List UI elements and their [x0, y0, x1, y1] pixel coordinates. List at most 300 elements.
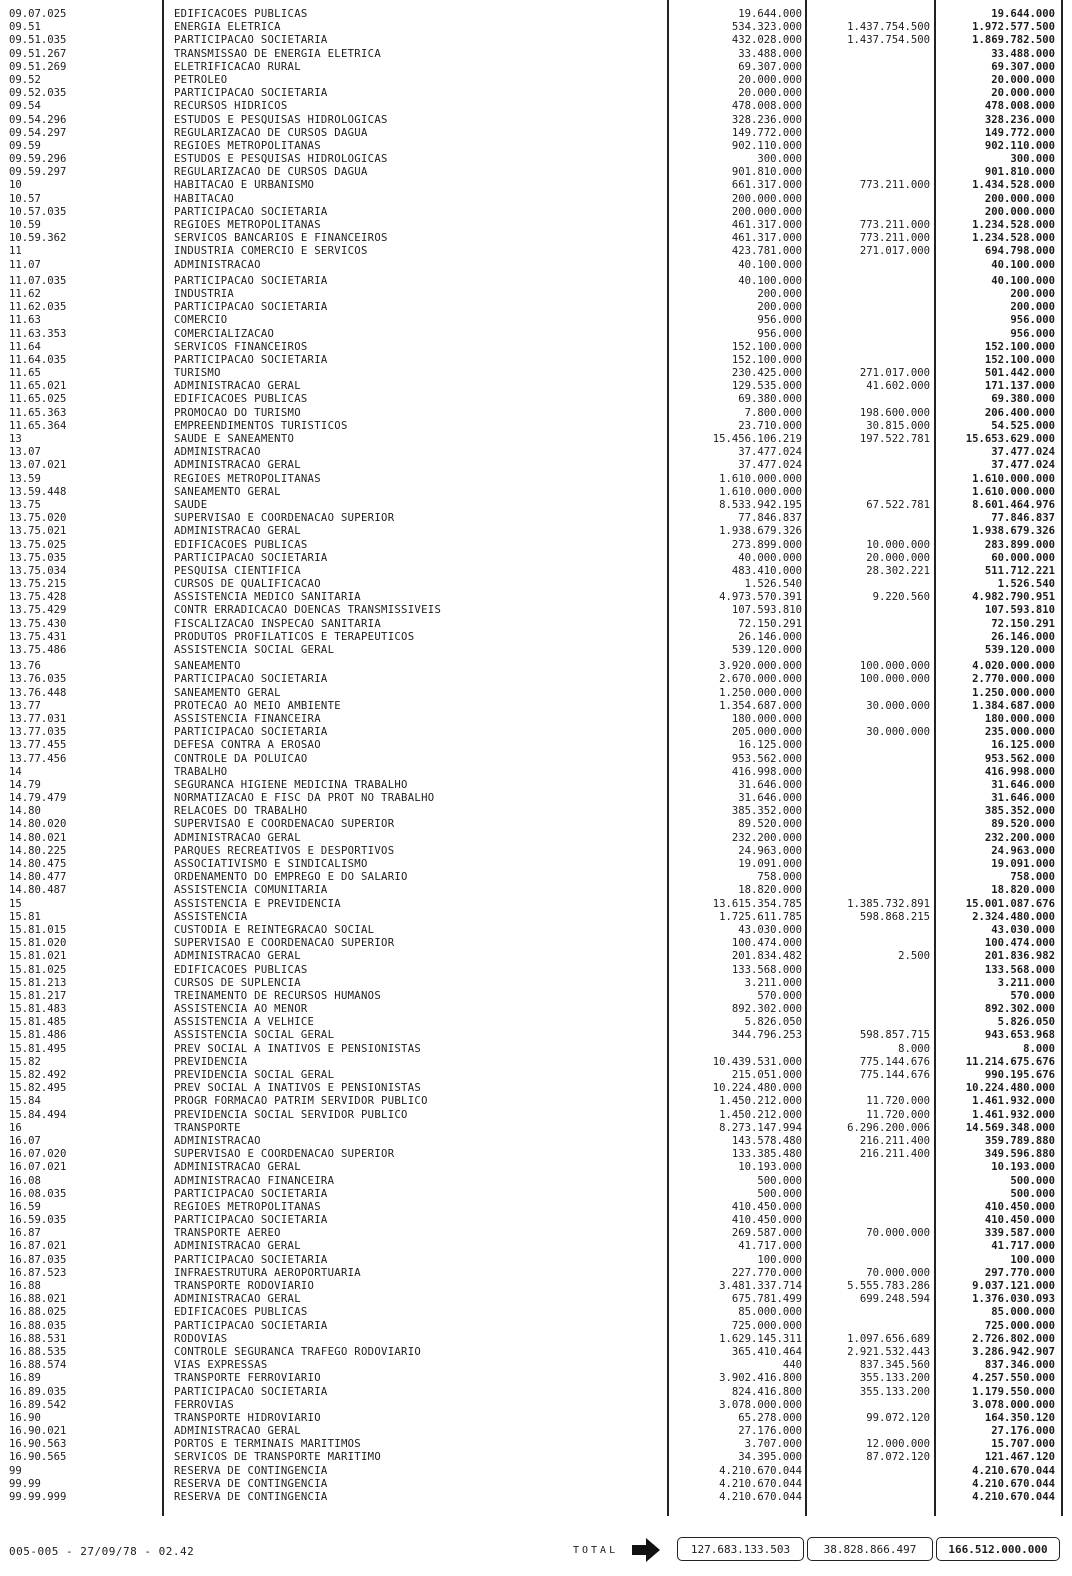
row-value-total: 85.000.000 — [991, 1306, 1055, 1319]
row-code: 99.99.999 — [9, 1491, 67, 1503]
row-code: 15.82.495 — [9, 1082, 67, 1095]
row-value-1: 143.578.480 — [731, 1134, 802, 1147]
row-description: RESERVA DE CONTINGENCIA — [174, 1477, 328, 1490]
row-code: 13.59.448 — [9, 485, 67, 498]
table-row — [0, 1386, 1072, 1399]
row-code: 11.65.364 — [9, 419, 67, 432]
row-value-total: 15.653.629.000 — [965, 433, 1055, 445]
row-value-1: 89.520.000 — [738, 818, 802, 831]
row-value-total: 416.998.000 — [984, 765, 1055, 778]
row-code: 16.88.574 — [9, 1359, 67, 1372]
row-value-total: 283.899.000 — [984, 538, 1055, 551]
row-value-total: 410.450.000 — [984, 1214, 1055, 1227]
row-value-1: 2.670.000.000 — [719, 673, 802, 686]
row-description: TRANSPORTE HIDROVIARIO — [174, 1411, 321, 1424]
row-code: 16.90.563 — [9, 1438, 67, 1451]
row-value-total: 14.569.348.000 — [965, 1121, 1055, 1134]
row-value-1: 1.354.687.000 — [719, 699, 802, 712]
row-value-total: 297.770.000 — [984, 1266, 1055, 1279]
row-description: ESTUDOS E PESQUISAS HIDROLOGICAS — [174, 153, 388, 166]
table-row — [0, 1359, 1072, 1372]
row-value-total: 1.461.932.000 — [972, 1108, 1055, 1121]
table-row — [0, 924, 1072, 937]
table-row — [0, 1214, 1072, 1227]
row-code: 13.07.021 — [9, 459, 67, 472]
row-description: ADMINISTRACAO — [174, 446, 261, 459]
row-value-total: 956.000 — [1010, 314, 1055, 327]
row-code: 16.88.535 — [9, 1345, 67, 1358]
table-row — [0, 8, 1072, 21]
row-value-2: 30.000.000 — [866, 699, 930, 712]
row-value-1: 344.796.253 — [731, 1029, 802, 1042]
row-description: PARTICIPACAO SOCIETARIA — [174, 673, 328, 686]
row-value-1: 410.450.000 — [731, 1200, 802, 1213]
row-value-total: 121.467.120 — [984, 1451, 1055, 1464]
row-code: 10.57.035 — [9, 205, 67, 218]
row-value-total: 892.302.000 — [984, 1003, 1055, 1016]
table-row — [0, 393, 1072, 406]
row-value-1: 534.323.000 — [731, 21, 802, 34]
total-value-2: 38.828.866.497 — [807, 1537, 933, 1561]
row-code: 15.81.485 — [9, 1016, 67, 1029]
table-row — [0, 618, 1072, 631]
row-value-1: 33.488.000 — [738, 47, 802, 60]
row-value-total: 43.030.000 — [991, 923, 1055, 936]
row-code: 13.75.034 — [9, 564, 67, 577]
row-value-total: 100.474.000 — [984, 937, 1055, 950]
row-value-total: 60.000.000 — [991, 551, 1055, 564]
table-row — [0, 1491, 1072, 1504]
row-code: 16.88.035 — [9, 1319, 67, 1332]
row-code: 11.07 — [9, 258, 41, 271]
row-description: RESERVA DE CONTINGENCIA — [174, 1491, 328, 1503]
table-row — [0, 911, 1072, 924]
row-value-1: 152.100.000 — [731, 340, 802, 353]
table-row — [0, 354, 1072, 367]
row-description: REGIOES METROPOLITANAS — [174, 219, 321, 231]
row-code: 16.87 — [9, 1227, 41, 1240]
row-code: 16.87.035 — [9, 1253, 67, 1266]
row-value-1: 23.710.000 — [738, 419, 802, 432]
row-description: ADMINISTRACAO — [174, 1134, 261, 1147]
row-code: 15.84 — [9, 1095, 41, 1108]
row-value-2: 87.072.120 — [866, 1451, 930, 1464]
row-code: 99 — [9, 1464, 22, 1477]
row-value-1: 180.000.000 — [731, 712, 802, 725]
row-value-2: 216.211.400 — [859, 1148, 930, 1161]
table-row — [0, 604, 1072, 617]
row-value-total: 206.400.000 — [984, 406, 1055, 419]
row-value-1: 461.317.000 — [731, 219, 802, 231]
row-value-total: 4.257.550.000 — [972, 1372, 1055, 1385]
row-description: INFRAESTRUTURA AEROPORTUARIA — [174, 1266, 361, 1279]
row-code: 11.07.035 — [9, 274, 67, 287]
row-description: SUPERVISAO E COORDENACAO SUPERIOR — [174, 818, 395, 831]
row-code: 14.80.487 — [9, 884, 67, 897]
row-value-1: 461.317.000 — [731, 232, 802, 245]
row-value-total: 8.000 — [1023, 1042, 1055, 1055]
row-description: ASSISTENCIA FINANCEIRA — [174, 712, 321, 725]
row-code: 16.87.523 — [9, 1266, 67, 1279]
row-value-total: 232.200.000 — [984, 831, 1055, 844]
row-description: ENERGIA ELETRICA — [174, 21, 281, 34]
row-value-2: 6.296.200.006 — [847, 1121, 930, 1134]
table-row — [0, 591, 1072, 604]
row-value-2: 2.921.532.443 — [847, 1345, 930, 1358]
row-code: 11.64 — [9, 340, 41, 353]
row-code: 13.75.429 — [9, 604, 67, 617]
table-row — [0, 1240, 1072, 1253]
table-row — [0, 219, 1072, 232]
row-description: SUPERVISAO E COORDENACAO SUPERIOR — [174, 937, 395, 950]
row-value-1: 72.150.291 — [738, 617, 802, 630]
row-description: REGIOES METROPOLITANAS — [174, 139, 321, 152]
table-row — [0, 766, 1072, 779]
row-value-2: 699.248.594 — [859, 1293, 930, 1306]
row-value-total: 4.210.670.044 — [972, 1477, 1055, 1490]
row-value-total: 1.938.679.326 — [972, 525, 1055, 538]
row-code: 15.81.486 — [9, 1029, 67, 1042]
row-value-total: 200.000 — [1010, 301, 1055, 314]
row-code: 16.90 — [9, 1411, 41, 1424]
row-value-total: 1.869.782.500 — [972, 34, 1055, 47]
row-code: 15.81.021 — [9, 950, 67, 963]
row-description: ADMINISTRACAO GERAL — [174, 1240, 301, 1253]
row-description: ADMINISTRACAO GERAL — [174, 831, 301, 844]
row-value-1: 201.834.482 — [731, 950, 802, 963]
row-description: SERVICOS BANCARIOS E FINANCEIROS — [174, 232, 388, 245]
table-row — [0, 739, 1072, 752]
row-value-total: 410.450.000 — [984, 1200, 1055, 1213]
row-code: 13.77.035 — [9, 726, 67, 739]
row-description: EDIFICACOES PUBLICAS — [174, 538, 308, 551]
row-value-total: 1.250.000.000 — [972, 686, 1055, 699]
row-code: 13.76 — [9, 660, 41, 673]
table-row — [0, 473, 1072, 486]
row-description: REGULARIZACAO DE CURSOS DAGUA — [174, 126, 368, 139]
row-value-1: 24.963.000 — [738, 844, 802, 857]
table-row — [0, 1175, 1072, 1188]
row-code: 14.80.475 — [9, 858, 67, 870]
table-row — [0, 153, 1072, 166]
row-description: PROGR FORMACAO PATRIM SERVIDOR PUBLICO — [174, 1095, 428, 1108]
table-row — [0, 179, 1072, 192]
table-row — [0, 565, 1072, 578]
row-description: SAUDE E SANEAMENTO — [174, 433, 295, 445]
table-row — [0, 48, 1072, 61]
row-value-total: 837.346.000 — [984, 1359, 1055, 1372]
row-description: INDUSTRIA COMERCIO E SERVICOS — [174, 245, 368, 258]
row-code: 11 — [9, 245, 22, 258]
table-row — [0, 420, 1072, 433]
table-row — [0, 74, 1072, 87]
row-code: 15.81.025 — [9, 963, 67, 976]
table-row — [0, 950, 1072, 963]
row-description: PARTICIPACAO SOCIETARIA — [174, 87, 328, 100]
row-value-1: 215.051.000 — [731, 1069, 802, 1081]
row-description: ADMINISTRACAO GERAL — [174, 1425, 301, 1438]
row-description: ADMINISTRACAO GERAL — [174, 525, 301, 538]
row-value-total: 511.712.221 — [984, 564, 1055, 577]
row-value-total: 902.110.000 — [984, 139, 1055, 152]
row-description: EDIFICACOES PUBLICAS — [174, 393, 308, 406]
row-code: 10 — [9, 179, 22, 192]
row-value-total: 956.000 — [1010, 327, 1055, 340]
row-value-1: 40.000.000 — [738, 551, 802, 564]
table-row — [0, 499, 1072, 512]
row-description: PREV SOCIAL A INATIVOS E PENSIONISTAS — [174, 1082, 422, 1095]
row-description: SUPERVISAO E COORDENACAO SUPERIOR — [174, 1148, 395, 1161]
row-value-1: 365.410.464 — [731, 1345, 802, 1358]
row-code: 11.62 — [9, 287, 41, 300]
row-value-total: 26.146.000 — [991, 630, 1055, 643]
row-value-2: 20.000.000 — [866, 551, 930, 564]
row-code: 14.80.477 — [9, 871, 67, 884]
row-value-1: 129.535.000 — [731, 380, 802, 393]
row-code: 15.81.495 — [9, 1042, 67, 1055]
row-description: ASSISTENCIA SOCIAL GERAL — [174, 644, 335, 656]
row-code: 15.81.483 — [9, 1003, 67, 1016]
row-value-1: 758.000 — [757, 871, 802, 884]
row-code: 10.59 — [9, 219, 41, 231]
row-value-1: 69.380.000 — [738, 393, 802, 406]
row-code: 13.75.035 — [9, 551, 67, 564]
row-value-1: 824.416.800 — [731, 1385, 802, 1398]
row-code: 15.81.020 — [9, 937, 67, 950]
row-value-1: 8.533.942.195 — [719, 498, 802, 511]
row-code: 16.89.035 — [9, 1385, 67, 1398]
row-value-total: 1.234.528.000 — [972, 219, 1055, 231]
row-code: 11.65 — [9, 367, 41, 380]
row-value-2: 5.555.783.286 — [847, 1280, 930, 1292]
row-description: PARTICIPACAO SOCIETARIA — [174, 274, 328, 287]
table-row — [0, 525, 1072, 538]
row-description: PREVIDENCIA SOCIAL GERAL — [174, 1069, 335, 1081]
row-code: 16.08 — [9, 1174, 41, 1187]
row-value-1: 3.707.000 — [744, 1438, 802, 1451]
row-value-total: 4.020.000.000 — [972, 660, 1055, 673]
row-code: 16.59.035 — [9, 1214, 67, 1227]
row-code: 13.07 — [9, 446, 41, 459]
row-code: 13.75 — [9, 498, 41, 511]
row-description: SERVICOS DE TRANSPORTE MARITIMO — [174, 1451, 382, 1464]
row-value-1: 100.474.000 — [731, 937, 802, 950]
row-code: 15.81 — [9, 910, 41, 923]
row-code: 16.07 — [9, 1134, 41, 1147]
row-value-total: 1.234.528.000 — [972, 232, 1055, 245]
table-row — [0, 990, 1072, 1003]
row-value-total: 570.000 — [1010, 989, 1055, 1002]
table-row — [0, 1320, 1072, 1333]
row-value-1: 40.100.000 — [738, 274, 802, 287]
row-code: 11.63.353 — [9, 327, 67, 340]
row-value-total: 37.477.024 — [991, 459, 1055, 472]
row-value-1: 1.450.212.000 — [719, 1095, 802, 1108]
row-value-total: 4.982.790.951 — [972, 591, 1055, 604]
row-value-total: 8.601.464.976 — [972, 498, 1055, 511]
table-row — [0, 1425, 1072, 1438]
row-code: 15.82.492 — [9, 1069, 67, 1081]
row-value-total: 152.100.000 — [984, 353, 1055, 366]
row-value-total: 31.646.000 — [991, 792, 1055, 805]
row-description: TRANSPORTE FERROVIARIO — [174, 1372, 321, 1385]
row-value-total: 501.442.000 — [984, 367, 1055, 380]
table-row — [0, 753, 1072, 766]
row-value-total: 89.520.000 — [991, 818, 1055, 831]
table-row — [0, 1148, 1072, 1161]
row-description: PETROLEO — [174, 73, 228, 86]
row-description: ADMINISTRACAO GERAL — [174, 950, 301, 963]
row-description: NORMATIZACAO E FISC DA PROT NO TRABALHO — [174, 792, 435, 805]
table-row — [0, 486, 1072, 499]
row-value-total: 180.000.000 — [984, 712, 1055, 725]
row-description: TRANSPORTE — [174, 1121, 241, 1134]
row-value-total: 3.286.942.907 — [972, 1345, 1055, 1358]
row-value-total: 72.150.291 — [991, 617, 1055, 630]
row-code: 16 — [9, 1121, 22, 1134]
row-description: EMPREENDIMENTOS TURISTICOS — [174, 419, 348, 432]
table-row — [0, 792, 1072, 805]
row-value-total: 725.000.000 — [984, 1319, 1055, 1332]
row-value-2: 837.345.560 — [859, 1359, 930, 1372]
row-code: 13.77 — [9, 699, 41, 712]
row-code: 11.63 — [9, 314, 41, 327]
row-value-2: 775.144.676 — [859, 1055, 930, 1068]
table-row — [0, 367, 1072, 380]
row-value-total: 3.078.000.000 — [972, 1398, 1055, 1411]
row-code: 15 — [9, 897, 22, 910]
row-value-1: 423.781.000 — [731, 245, 802, 258]
right-arrow-icon — [632, 1538, 660, 1562]
row-description: TURISMO — [174, 367, 221, 380]
row-value-1: 956.000 — [757, 314, 802, 327]
table-row — [0, 1135, 1072, 1148]
row-value-total: 328.236.000 — [984, 113, 1055, 126]
row-value-2: 355.133.200 — [859, 1372, 930, 1385]
row-value-2: 28.302.221 — [866, 564, 930, 577]
table-row — [0, 1333, 1072, 1346]
row-description: PREVIDENCIA — [174, 1055, 248, 1068]
row-value-2: 598.857.715 — [859, 1029, 930, 1042]
row-value-1: 19.644.000 — [738, 8, 802, 20]
row-description: DEFESA CONTRA A EROSAO — [174, 739, 321, 752]
row-value-1: 40.100.000 — [738, 258, 802, 271]
row-value-total: 500.000 — [1010, 1187, 1055, 1200]
row-value-1: 41.717.000 — [738, 1240, 802, 1253]
row-value-total: 69.380.000 — [991, 393, 1055, 406]
table-row — [0, 805, 1072, 818]
row-code: 14.80.225 — [9, 844, 67, 857]
row-value-2: 271.017.000 — [859, 245, 930, 258]
row-description: FERROVIAS — [174, 1398, 235, 1411]
row-value-1: 100.000 — [757, 1253, 802, 1266]
row-value-total: 901.810.000 — [984, 166, 1055, 179]
row-value-total: 37.477.024 — [991, 446, 1055, 459]
row-description: CONTROLE SEGURANCA TRAFEGO RODOVIARIO — [174, 1345, 422, 1358]
table-row — [0, 1201, 1072, 1214]
row-value-2: 773.211.000 — [859, 232, 930, 245]
row-description: SUPERVISAO E COORDENACAO SUPERIOR — [174, 512, 395, 525]
row-value-1: 31.646.000 — [738, 792, 802, 805]
row-value-total: 235.000.000 — [984, 726, 1055, 739]
table-row — [0, 937, 1072, 950]
row-value-total: 1.434.528.000 — [972, 179, 1055, 192]
row-value-1: 18.820.000 — [738, 884, 802, 897]
row-code: 11.65.025 — [9, 393, 67, 406]
row-value-total: 2.726.802.000 — [972, 1332, 1055, 1345]
table-row — [0, 1478, 1072, 1491]
row-value-2: 775.144.676 — [859, 1069, 930, 1081]
row-description: PARTICIPACAO SOCIETARIA — [174, 1214, 328, 1227]
row-description: CURSOS DE QUALIFICACAO — [174, 578, 321, 591]
row-description: EDIFICACOES PUBLICAS — [174, 8, 308, 20]
row-value-1: 3.078.000.000 — [719, 1398, 802, 1411]
row-description: ESTUDOS E PESQUISAS HIDROLOGICAS — [174, 113, 388, 126]
row-value-1: 483.410.000 — [731, 564, 802, 577]
row-value-1: 13.615.354.785 — [712, 897, 802, 910]
table-row — [0, 21, 1072, 34]
row-value-1: 500.000 — [757, 1187, 802, 1200]
row-value-2: 30.000.000 — [866, 726, 930, 739]
row-value-total: 2.324.480.000 — [972, 910, 1055, 923]
row-value-total: 200.000.000 — [984, 192, 1055, 205]
row-code: 13.75.431 — [9, 630, 67, 643]
row-value-1: 232.200.000 — [731, 831, 802, 844]
row-value-1: 10.193.000 — [738, 1161, 802, 1174]
table-row — [0, 1188, 1072, 1201]
table-row — [0, 1095, 1072, 1108]
row-value-total: 54.525.000 — [991, 419, 1055, 432]
table-row — [0, 552, 1072, 565]
row-value-total: 953.562.000 — [984, 752, 1055, 765]
row-value-1: 200.000.000 — [731, 205, 802, 218]
row-value-total: 40.100.000 — [991, 274, 1055, 287]
row-code: 11.64.035 — [9, 353, 67, 366]
row-value-1: 65.278.000 — [738, 1411, 802, 1424]
table-row — [0, 1306, 1072, 1319]
row-value-2: 1.385.732.891 — [847, 897, 930, 910]
table-row — [0, 1003, 1072, 1016]
row-value-1: 7.800.000 — [744, 406, 802, 419]
row-description: PARTICIPACAO SOCIETARIA — [174, 205, 328, 218]
table-row — [0, 288, 1072, 301]
table-row — [0, 1043, 1072, 1056]
row-code: 09.51.267 — [9, 47, 67, 60]
row-value-1: 3.902.416.800 — [719, 1372, 802, 1385]
row-code: 10.59.362 — [9, 232, 67, 245]
row-value-total: 149.772.000 — [984, 126, 1055, 139]
row-value-total: 2.770.000.000 — [972, 673, 1055, 686]
table-row — [0, 166, 1072, 179]
row-code: 14.79.479 — [9, 792, 67, 805]
row-value-2: 197.522.781 — [859, 433, 930, 445]
row-description: VIAS EXPRESSAS — [174, 1359, 268, 1372]
row-value-1: 5.826.050 — [744, 1016, 802, 1029]
row-code: 13.75.025 — [9, 538, 67, 551]
row-value-total: 4.210.670.044 — [972, 1491, 1055, 1503]
table-row — [0, 301, 1072, 314]
row-value-1: 43.030.000 — [738, 923, 802, 936]
table-row — [0, 1161, 1072, 1174]
row-value-total: 349.596.880 — [984, 1148, 1055, 1161]
row-code: 16.88.021 — [9, 1293, 67, 1306]
row-code: 15.81.213 — [9, 976, 67, 989]
row-value-1: 440 — [782, 1359, 802, 1372]
table-row — [0, 1254, 1072, 1267]
row-value-1: 15.456.106.219 — [712, 433, 802, 445]
row-value-1: 432.028.000 — [731, 34, 802, 47]
row-value-1: 26.146.000 — [738, 630, 802, 643]
